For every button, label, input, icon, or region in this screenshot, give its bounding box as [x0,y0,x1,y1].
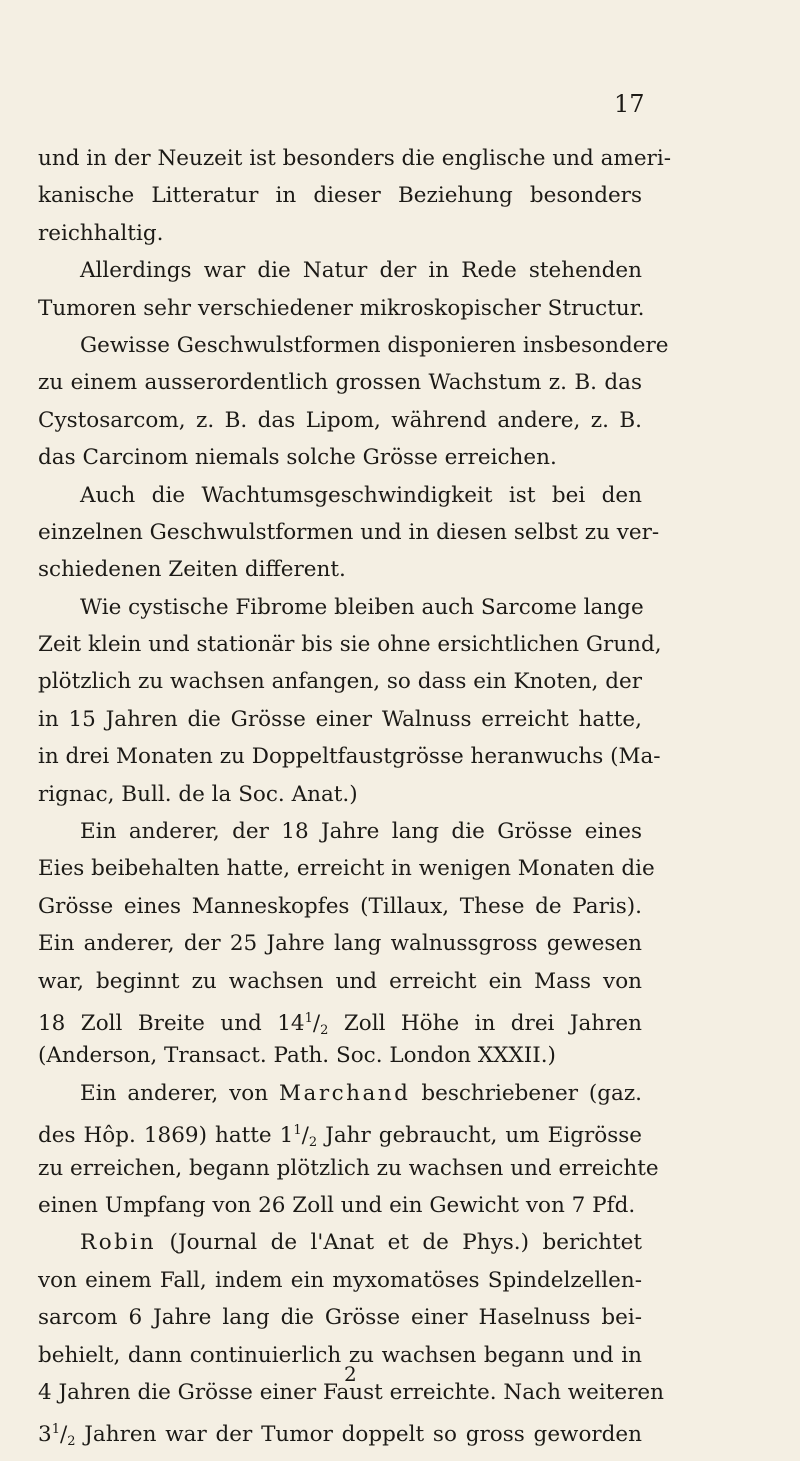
text-line: Wie cystische Fibrome bleiben auch Sarcome lange [80,594,644,620]
text-fragment: des Hôp. 1869) hatte 1 [38,1123,294,1149]
text-fragment: Jahren war der Tumor doppelt so gross geworden [75,1422,642,1448]
text-line [38,1075,642,1112]
text-line: Ein anderer, der 25 Jahre lang walnussgross gewesen [38,931,642,957]
text-line: und in der Neuzeit ist besonders die englische und ameri- [38,146,671,171]
text-fragment: Zoll Höhe in drei Jahren [328,1010,643,1036]
text-line [38,1224,642,1261]
text-line: Gewisse Geschwulstformen disponieren insbesondere [80,332,669,358]
text-fragment: (Journal de l'Anat et de Phys.) berichtet [156,1230,642,1256]
text-line: rignac, Bull. de la Soc. Anat.) [38,781,358,807]
fraction-slash: / [59,1422,68,1448]
fraction-denominator: 2 [67,1434,76,1450]
text-line: schiedenen Zeiten different. [38,557,346,583]
fraction-slash: / [301,1123,309,1149]
text-fragment: 18 Zoll Breite und 14 [38,1010,305,1036]
text-line: einen Umpfang von 26 Zoll und ein Gewicht von 7 Pfd. [38,1192,636,1218]
text-line: war, beginnt zu wachsen und erreicht ein Mass von [38,968,642,994]
text-line: in drei Monaten zu Doppeltfaustgrösse heranwuchs (Ma- [38,744,661,770]
text-line: Auch die Wachtumsgeschwindigkeit ist bei den [80,482,642,508]
fraction-numerator: 1 [293,1123,302,1139]
text-line: (Anderson, Transact. Path. Soc. London XXXII.) [38,1043,556,1069]
author-name: Marchand [279,1080,411,1106]
fraction-denominator: 2 [320,1022,329,1038]
text-line: Eies beibehalten hatte, erreicht in wenigen Monaten die [38,856,655,882]
text-line: plötzlich zu wachsen anfangen, so dass ein Knoten, der [38,669,642,695]
text-line: zu einem ausserordentlich grossen Wachstum z. B. das [38,370,642,396]
page-number: 17 [614,90,645,118]
text-line [38,1112,642,1149]
text-line: 4 Jahren die Grösse einer Faust erreichte. Nach weiteren [38,1379,664,1405]
text-fragment: 3 [38,1422,52,1448]
text-line: Grösse eines Manneskopfes (Tillaux, These de Paris). [38,893,642,919]
text-line [38,1000,642,1037]
text-line: behielt, dann continuierlich zu wachsen begann und in [38,1342,642,1368]
author-name: Robin [80,1230,157,1256]
sheet-signature: 2 [344,1362,357,1386]
text-line: Cystosarcom, z. B. das Lipom, während andere, z. B. [38,407,642,433]
text-line: zu erreichen, begann plötzlich zu wachsen und erreichte [38,1155,659,1181]
text-line: Tumoren sehr verschiedener mikroskopischer Structur. [38,295,645,321]
fraction-denominator: 2 [308,1135,318,1151]
text-line: das Carcinom niemals solche Grösse erreichen. [38,445,557,471]
fraction-numerator: 1 [51,1422,60,1438]
text-fragment: beschriebener (gaz. [410,1080,643,1106]
text-line [38,1411,642,1448]
text-fragment: Ein anderer, von [80,1080,279,1106]
text-line: sarcom 6 Jahre lang die Grösse einer Haselnuss bei- [38,1305,642,1331]
text-line: kanische Litteratur in dieser Beziehung besonders [38,183,642,209]
fraction-numerator: 1 [304,1010,313,1026]
text-line: in 15 Jahren die Grösse einer Walnuss erreicht hatte, [38,706,642,732]
text-fragment: Jahr gebraucht, um Eigrösse [317,1123,642,1149]
body-text [38,140,671,1450]
text-line: einzelnen Geschwulstformen und in diesen selbst zu ver- [38,519,660,545]
fraction-slash: / [312,1010,321,1036]
text-line: Allerdings war die Natur der in Rede stehenden [80,258,642,284]
text-line: Zeit klein und stationär bis sie ohne ersichtlichen Grund, [38,632,662,658]
text-line: Ein anderer, der 18 Jahre lang die Grösse eines [80,819,642,845]
text-line: von einem Fall, indem ein myxomatöses Spindelzellen- [38,1267,642,1293]
text-line: reichhaltig. [38,220,164,246]
